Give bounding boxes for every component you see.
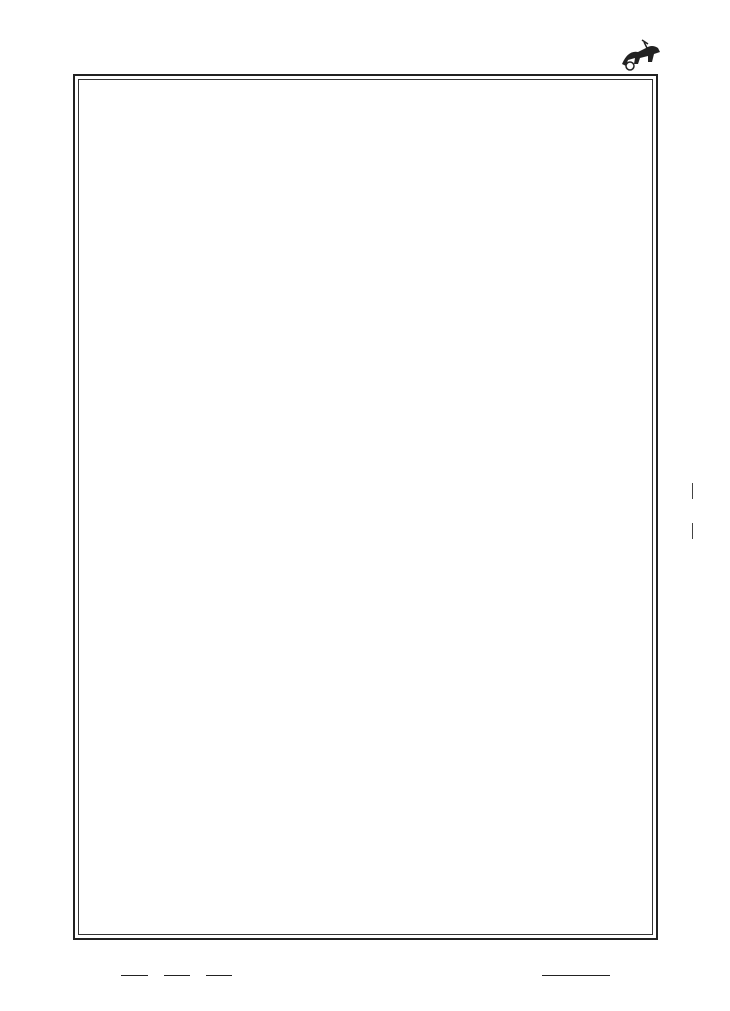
- page-number-marker: [688, 483, 698, 539]
- month-blank[interactable]: [164, 975, 190, 976]
- footer: [0, 958, 730, 982]
- signature-blank[interactable]: [542, 975, 610, 976]
- day-blank[interactable]: [206, 975, 232, 976]
- practice-grid: [78, 79, 653, 935]
- horse-chariot-icon: [618, 38, 664, 72]
- year-blank[interactable]: [121, 975, 148, 976]
- practice-grid-frame: [73, 74, 658, 940]
